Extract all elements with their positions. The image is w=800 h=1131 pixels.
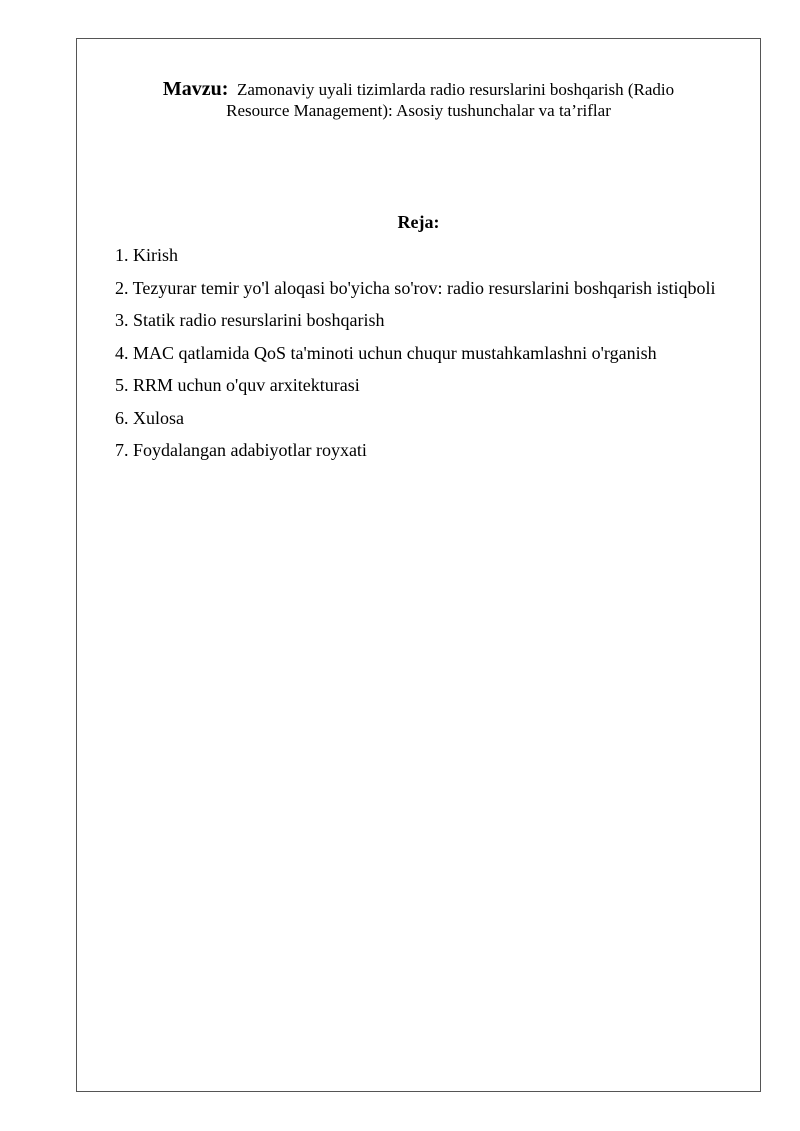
plan-item-5: 5. RRM uchun o'quv arxitekturasi [115, 375, 360, 395]
title-text-line-1: Zamonaviy uyali tizimlarda radio resurslarini boshqarish (Radio [236, 80, 675, 99]
plan-item-6: 6. Xulosa [115, 407, 184, 428]
page-frame [76, 38, 761, 1092]
plan-item-1: 1. Kirish [115, 245, 178, 265]
plan-item-3: 3. Statik radio resurslarini boshqarish [115, 310, 385, 330]
plan-heading: Reja: [397, 212, 440, 232]
document-title [77, 79, 760, 121]
title-label: Mavzu: [162, 78, 229, 100]
title-line-1 [77, 79, 760, 100]
plan-item-7: 7. Foydalangan adabiyotlar royxati [115, 440, 367, 460]
plan-list [115, 239, 724, 467]
title-text-line-2: Resource Management): Asosiy tushunchalar va ta’riflar [226, 101, 611, 120]
plan-item-2: 2. Tezyurar temir yo'l aloqasi bo'yicha so'rov: radio resurslarini boshqarish istiqboli [115, 277, 716, 298]
plan-item-4: 4. MAC qatlamida QoS ta'minoti uchun chuqur mustahkamlashni o'rganish [115, 342, 657, 363]
title-line-2 [77, 100, 760, 121]
